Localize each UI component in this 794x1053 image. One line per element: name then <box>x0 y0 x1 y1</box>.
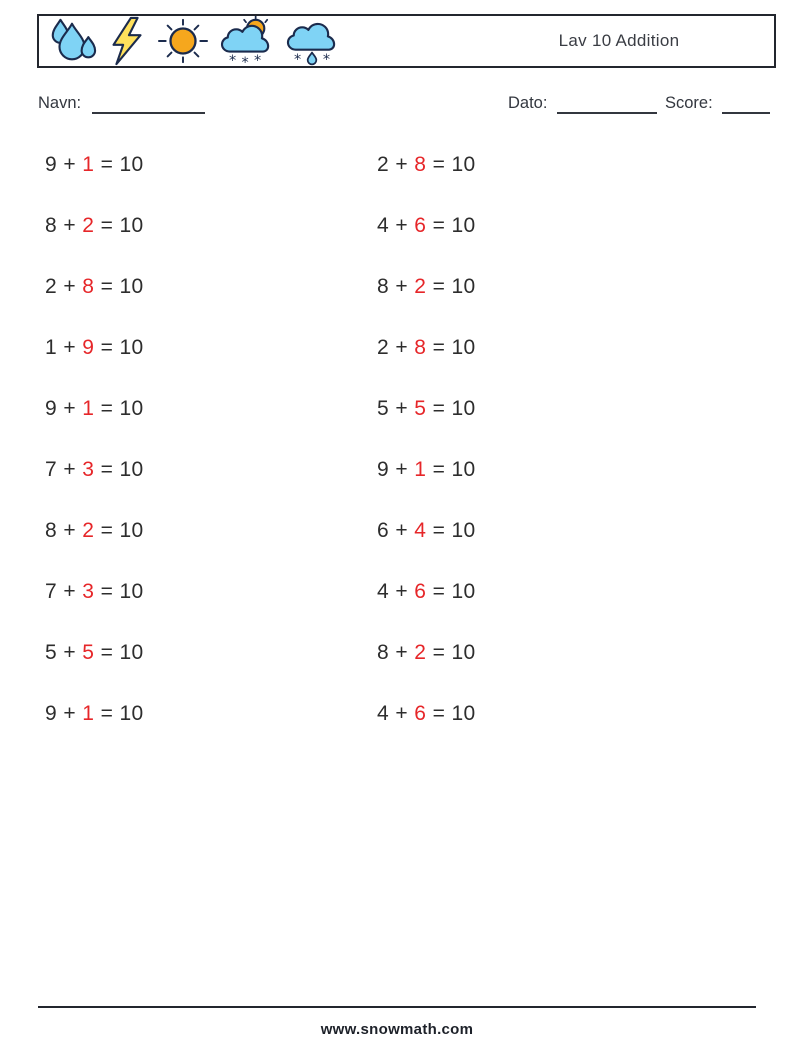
plus-sign: + <box>57 701 83 725</box>
sum: 10 <box>451 335 476 359</box>
equation <box>377 195 476 256</box>
equation <box>377 378 476 439</box>
sum: 10 <box>451 457 476 481</box>
addend-1: 7 <box>45 579 58 603</box>
equation <box>377 561 476 622</box>
sum: 10 <box>451 640 476 664</box>
addend-2: 6 <box>414 701 427 725</box>
raindrops-icon <box>45 16 99 66</box>
addend-1: 9 <box>45 701 58 725</box>
equation <box>45 683 144 744</box>
sum: 10 <box>119 335 144 359</box>
addend-2: 5 <box>414 396 427 420</box>
equals-sign: = <box>94 457 120 481</box>
equals-sign: = <box>94 518 120 542</box>
plus-sign: + <box>389 640 415 664</box>
addend-2: 1 <box>82 396 95 420</box>
svg-text:*: * <box>253 53 262 66</box>
equals-sign: = <box>94 579 120 603</box>
sum: 10 <box>451 213 476 237</box>
score-label: Score: <box>665 94 713 112</box>
page-title: Lav 10 Addition <box>558 31 680 50</box>
addend-2: 9 <box>82 335 95 359</box>
equals-sign: = <box>426 396 452 420</box>
cloud-rain-snow-icon <box>283 16 341 66</box>
addend-1: 2 <box>377 152 390 176</box>
lightning-icon <box>104 16 150 66</box>
date-label: Dato: <box>508 94 548 112</box>
equals-sign: = <box>426 152 452 176</box>
plus-sign: + <box>389 518 415 542</box>
addend-2: 6 <box>414 213 427 237</box>
addend-1: 8 <box>377 640 390 664</box>
addend-1: 2 <box>45 274 58 298</box>
addend-1: 2 <box>377 335 390 359</box>
equation <box>45 256 144 317</box>
sum: 10 <box>119 396 144 420</box>
sum: 10 <box>119 579 144 603</box>
equals-sign: = <box>94 640 120 664</box>
equation <box>45 195 144 256</box>
addend-1: 7 <box>45 457 58 481</box>
addend-2: 1 <box>414 457 427 481</box>
plus-sign: + <box>57 457 83 481</box>
equals-sign: = <box>94 701 120 725</box>
equals-sign: = <box>94 335 120 359</box>
addend-2: 3 <box>82 457 95 481</box>
addend-2: 5 <box>82 640 95 664</box>
equation <box>377 256 476 317</box>
addend-1: 5 <box>45 640 58 664</box>
sum: 10 <box>119 640 144 664</box>
addend-2: 2 <box>414 640 427 664</box>
problems-column-left <box>45 134 144 744</box>
name-label: Navn: <box>38 94 82 112</box>
equation <box>45 561 144 622</box>
plus-sign: + <box>57 274 83 298</box>
score-blank-line <box>722 112 770 114</box>
plus-sign: + <box>57 152 83 176</box>
sum: 10 <box>451 701 476 725</box>
addend-1: 4 <box>377 213 390 237</box>
svg-text:*: * <box>228 53 237 66</box>
sum: 10 <box>451 396 476 420</box>
equation <box>377 439 476 500</box>
problems-column-right <box>377 134 476 744</box>
sum: 10 <box>119 457 144 481</box>
addend-1: 8 <box>45 213 58 237</box>
sum: 10 <box>451 152 476 176</box>
equation <box>45 439 144 500</box>
equals-sign: = <box>426 213 452 237</box>
equals-sign: = <box>426 640 452 664</box>
equation <box>377 500 476 561</box>
plus-sign: + <box>389 335 415 359</box>
equals-sign: = <box>426 335 452 359</box>
footer-website-url: www.snowmath.com <box>320 1021 474 1038</box>
equals-sign: = <box>426 274 452 298</box>
equation <box>45 500 144 561</box>
equals-sign: = <box>426 457 452 481</box>
sum: 10 <box>451 518 476 542</box>
addend-2: 1 <box>82 701 95 725</box>
addend-1: 4 <box>377 579 390 603</box>
plus-sign: + <box>389 457 415 481</box>
sum: 10 <box>451 274 476 298</box>
footer-divider <box>38 1006 756 1008</box>
addend-2: 3 <box>82 579 95 603</box>
equals-sign: = <box>426 579 452 603</box>
addend-2: 2 <box>82 213 95 237</box>
equation <box>45 378 144 439</box>
weather-icon-strip <box>39 16 341 66</box>
addend-1: 4 <box>377 701 390 725</box>
sum: 10 <box>119 274 144 298</box>
plus-sign: + <box>57 579 83 603</box>
addend-1: 1 <box>45 335 58 359</box>
plus-sign: + <box>389 396 415 420</box>
sum: 10 <box>451 579 476 603</box>
plus-sign: + <box>57 213 83 237</box>
equals-sign: = <box>426 518 452 542</box>
addend-2: 8 <box>414 335 427 359</box>
addend-1: 8 <box>45 518 58 542</box>
equation <box>45 317 144 378</box>
addend-2: 4 <box>414 518 427 542</box>
addend-2: 8 <box>82 274 95 298</box>
addend-1: 9 <box>45 396 58 420</box>
plus-sign: + <box>389 701 415 725</box>
name-blank-line <box>92 112 205 114</box>
sum: 10 <box>119 701 144 725</box>
addend-2: 8 <box>414 152 427 176</box>
date-blank-line <box>557 112 657 114</box>
sum: 10 <box>119 518 144 542</box>
sun-icon <box>155 16 211 66</box>
equation <box>45 622 144 683</box>
equals-sign: = <box>94 274 120 298</box>
equals-sign: = <box>94 396 120 420</box>
equation <box>377 134 476 195</box>
equals-sign: = <box>426 701 452 725</box>
plus-sign: + <box>57 335 83 359</box>
plus-sign: + <box>389 579 415 603</box>
addend-2: 6 <box>414 579 427 603</box>
equation <box>377 683 476 744</box>
sum: 10 <box>119 213 144 237</box>
addend-1: 8 <box>377 274 390 298</box>
equation <box>45 134 144 195</box>
plus-sign: + <box>389 213 415 237</box>
plus-sign: + <box>57 518 83 542</box>
sum: 10 <box>119 152 144 176</box>
svg-text:*: * <box>293 52 302 66</box>
svg-text:*: * <box>322 52 331 66</box>
addend-1: 9 <box>45 152 58 176</box>
equation <box>377 317 476 378</box>
plus-sign: + <box>57 640 83 664</box>
plus-sign: + <box>389 152 415 176</box>
header-box <box>37 14 776 68</box>
equals-sign: = <box>94 152 120 176</box>
addend-2: 2 <box>82 518 95 542</box>
addend-2: 2 <box>414 274 427 298</box>
plus-sign: + <box>389 274 415 298</box>
addend-1: 5 <box>377 396 390 420</box>
plus-sign: + <box>57 396 83 420</box>
addend-1: 6 <box>377 518 390 542</box>
addend-1: 9 <box>377 457 390 481</box>
addend-2: 1 <box>82 152 95 176</box>
cloud-sun-snow-icon <box>216 16 278 66</box>
equation <box>377 622 476 683</box>
svg-text:*: * <box>241 54 249 66</box>
equals-sign: = <box>94 213 120 237</box>
